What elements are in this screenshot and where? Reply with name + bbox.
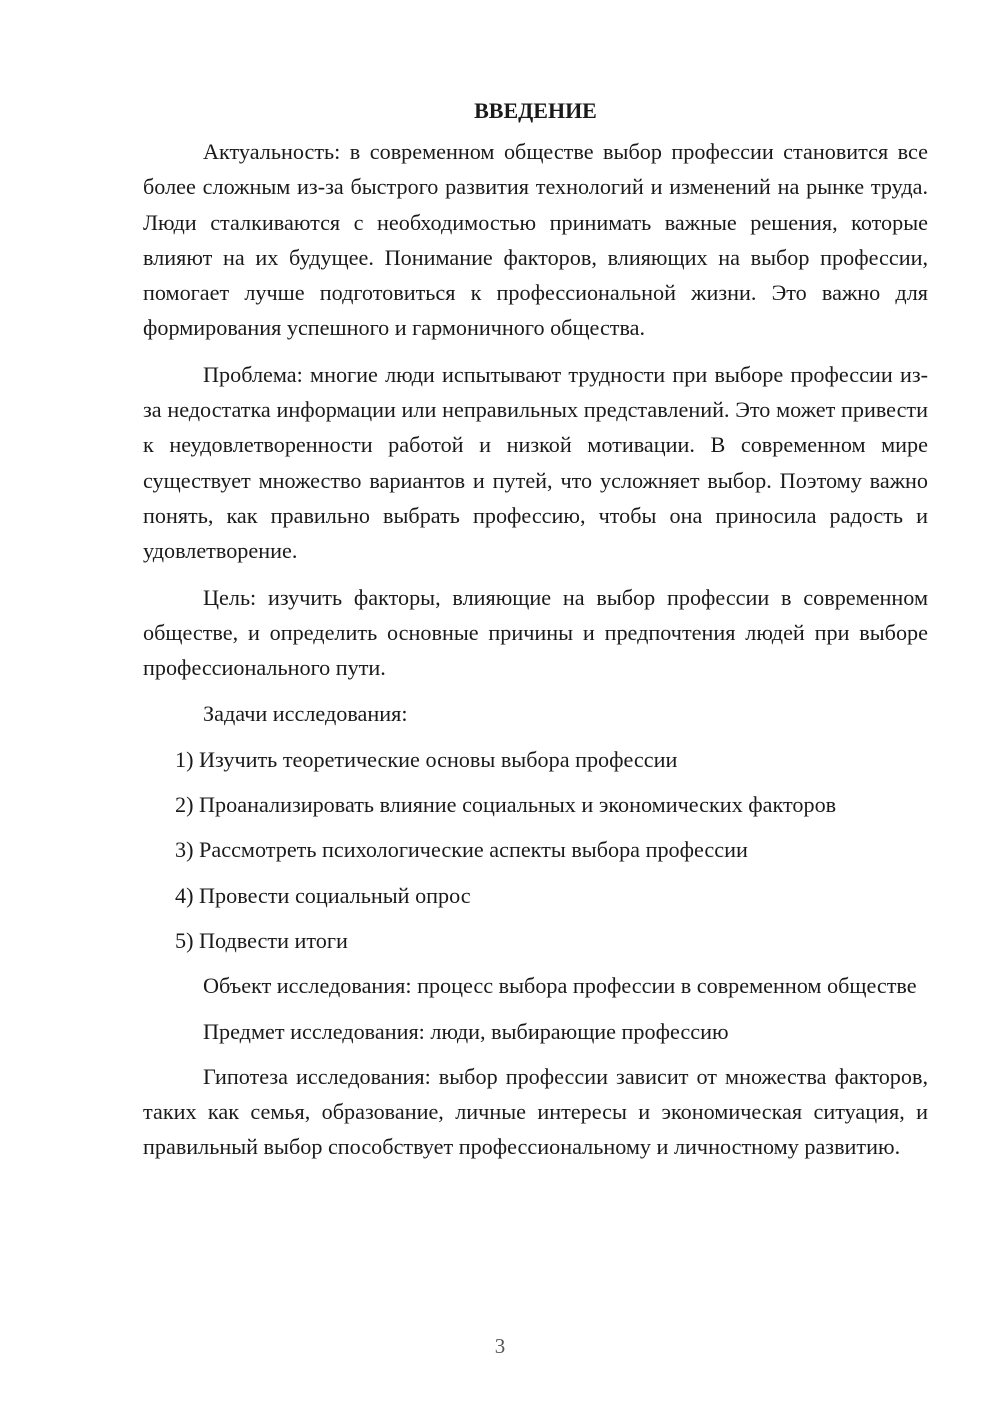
tasks-list bbox=[143, 742, 928, 958]
list-item: 3) Рассмотреть психологические аспекты выбора профессии bbox=[175, 837, 748, 863]
tasks-heading: Задачи исследования: bbox=[203, 701, 408, 727]
relevance-paragraph: Актуальность: в современном обществе выбор профессии становится все более сложным из-за быстрого развития технологий и изменений на рынке труда. Люди сталкиваются с необходимостью принимать важные решения, которые влияют на их будущее. Понимание факторов, влияющих на выбор профессии, помогает лучше подготовиться к профессиональной жизни. Это важно для формирования успешного и гармоничного общества. bbox=[143, 139, 928, 341]
list-item: 1) Изучить теоретические основы выбора профессии bbox=[175, 746, 678, 772]
list-item: 2) Проанализировать влияние социальных и экономических факторов bbox=[175, 792, 837, 818]
goal-paragraph: Цель: изучить факторы, влияющие на выбор профессии в современном обществе, и определить основные причины и предпочтения людей при выборе профессионального пути. bbox=[143, 584, 928, 681]
list-item: 5) Подвести итоги bbox=[175, 927, 348, 953]
page-title: ВВЕДЕНИЕ bbox=[474, 98, 597, 123]
subject-paragraph: Предмет исследования: люди, выбирающие профессию bbox=[203, 1018, 729, 1044]
page-number: 3 bbox=[494, 1334, 506, 1358]
list-item: 4) Провести социальный опрос bbox=[175, 882, 471, 908]
document-body bbox=[143, 96, 928, 1165]
hypothesis-paragraph: Гипотеза исследования: выбор профессии зависит от множества факторов, таких как семья, образование, личные интересы и экономическая ситуация, и правильный выбор способствует профессиональному и личностному развитию. bbox=[143, 1063, 928, 1160]
object-paragraph: Объект исследования: процесс выбора профессии в современном обществе bbox=[203, 973, 917, 999]
problem-paragraph: Проблема: многие люди испытывают трудности при выборе профессии из-за недостатка информации или неправильных представлений. Это может привести к неудовлетворенности работой и низкой мотивации. В современном мире существует множество вариантов и путей, что усложняет выбор. Поэтому важно понять, как правильно выбрать профессию, чтобы она приносила радость и удовлетворение. bbox=[143, 361, 928, 564]
